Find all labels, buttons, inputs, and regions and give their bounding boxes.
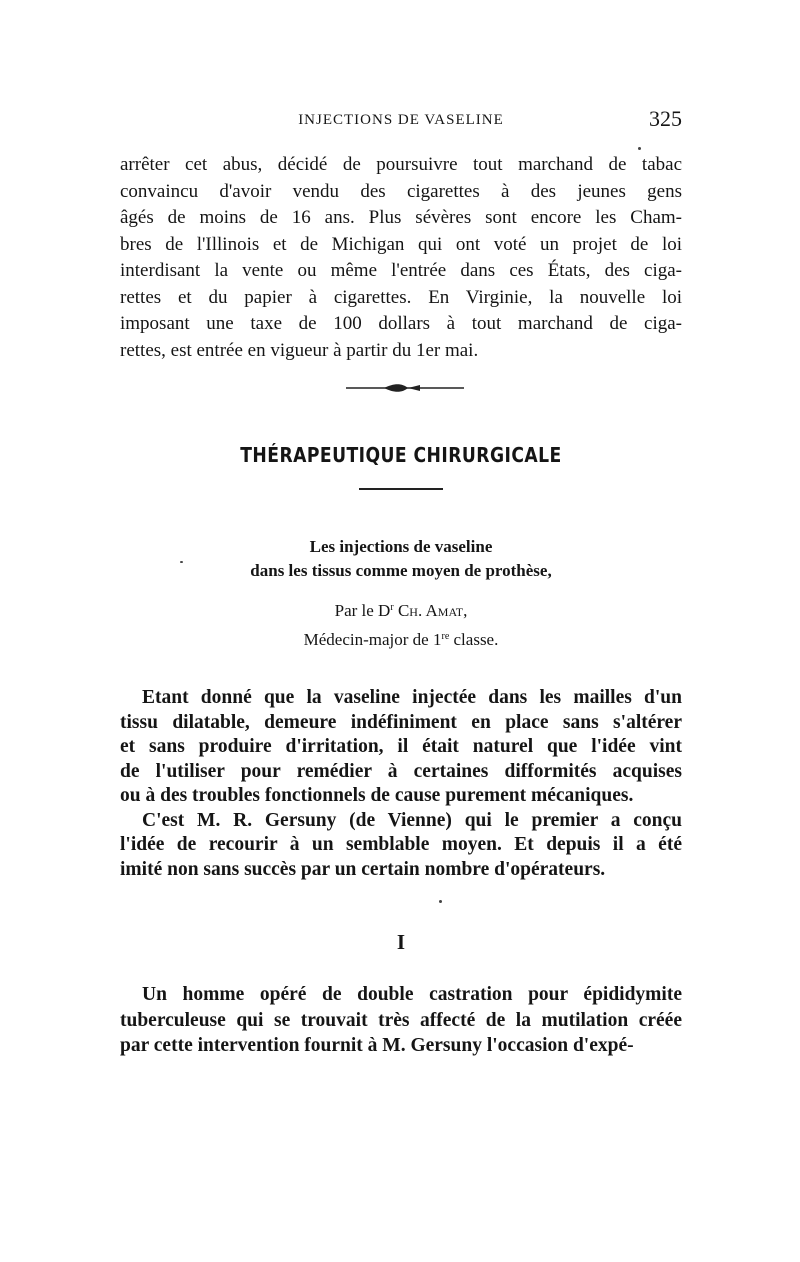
text-line: arrêter cet abus, décidé de poursuivre tout marchand de tabac: [120, 154, 682, 175]
paragraph-case-one: [120, 982, 682, 1059]
section-numeral: I: [396, 930, 406, 954]
text-line: interdisant la vente ou même l'entrée dans ces États, des ciga-: [120, 260, 682, 281]
text-line: tissu dilatable, demeure indéfiniment en place sans s'altérer: [120, 711, 682, 733]
text-line: et sans produire d'irritation, il était naturel que l'idée vint: [120, 736, 682, 757]
text-line: tuberculeuse qui se trouvait très affecté de la mutilation créée: [120, 1009, 682, 1031]
text-line: ou à des troubles fonctionnels de cause purement mécaniques.: [120, 785, 634, 806]
fleuron-divider: [346, 379, 464, 397]
text-line: Etant donné que la vaseline injectée dans les mailles d'un: [142, 687, 682, 708]
byline-dr-sup: r: [390, 602, 394, 613]
text-line: convaincu d'avoir vendu des cigarettes à des jeunes gens: [120, 180, 682, 202]
role-prefix: Médecin-major de 1: [303, 630, 442, 649]
section-title: THÉRAPEUTIQUE CHIRURGICALE: [240, 443, 562, 467]
page-number: 325: [649, 106, 682, 131]
article-title-line: dans les tissus comme moyen de prothèse,: [250, 561, 552, 580]
text-line: rettes, est entrée en vigueur à partir du 1er mai.: [120, 339, 479, 361]
running-title: INJECTIONS DE VASELINE: [298, 112, 504, 128]
text-line: par cette intervention fournit à M. Gersuny l'occasion d'expé-: [120, 1035, 634, 1056]
paragraph-introduction: [120, 686, 682, 882]
article-byline: [120, 596, 682, 654]
text-line: imité non sans succès par un certain nombre d'opérateurs.: [120, 858, 606, 880]
text-line: l'idée de recourir à un semblable moyen. Et depuis il a été: [120, 834, 682, 855]
article-title: [120, 535, 682, 583]
paragraph-tobacco-laws: [120, 152, 682, 364]
author-line: [120, 596, 682, 625]
print-speck: [180, 561, 183, 563]
byline-prefix: Par le D: [334, 601, 391, 620]
author-name: Ch. Amat,: [397, 601, 468, 620]
role-suffix: classe.: [449, 630, 499, 649]
text-line: Un homme opéré de double castration pour épididymite: [142, 984, 682, 1005]
article-title-line: Les injections de vaseline: [309, 537, 493, 556]
text-line: rettes et du papier à cigarettes. En Virginie, la nouvelle loi: [120, 286, 682, 308]
text-line: C'est M. R. Gersuny (de Vienne) qui le premier a conçu: [142, 809, 682, 831]
print-speck: [638, 147, 641, 150]
text-line: âgés de moins de 16 ans. Plus sévères sont encore les Cham-: [120, 207, 682, 228]
text-line: imposant une taxe de 100 dollars à tout marchand de ciga-: [120, 313, 682, 334]
text-line: bres de l'Illinois et de Michigan qui ont voté un projet de loi: [120, 233, 682, 255]
section-rule: [359, 488, 443, 490]
page-header: [120, 106, 682, 140]
author-role: [120, 625, 682, 654]
print-speck: [439, 900, 442, 903]
role-sup: re: [441, 631, 450, 642]
text-line: de l'utiliser pour remédier à certaines difformités acquises: [120, 760, 682, 782]
